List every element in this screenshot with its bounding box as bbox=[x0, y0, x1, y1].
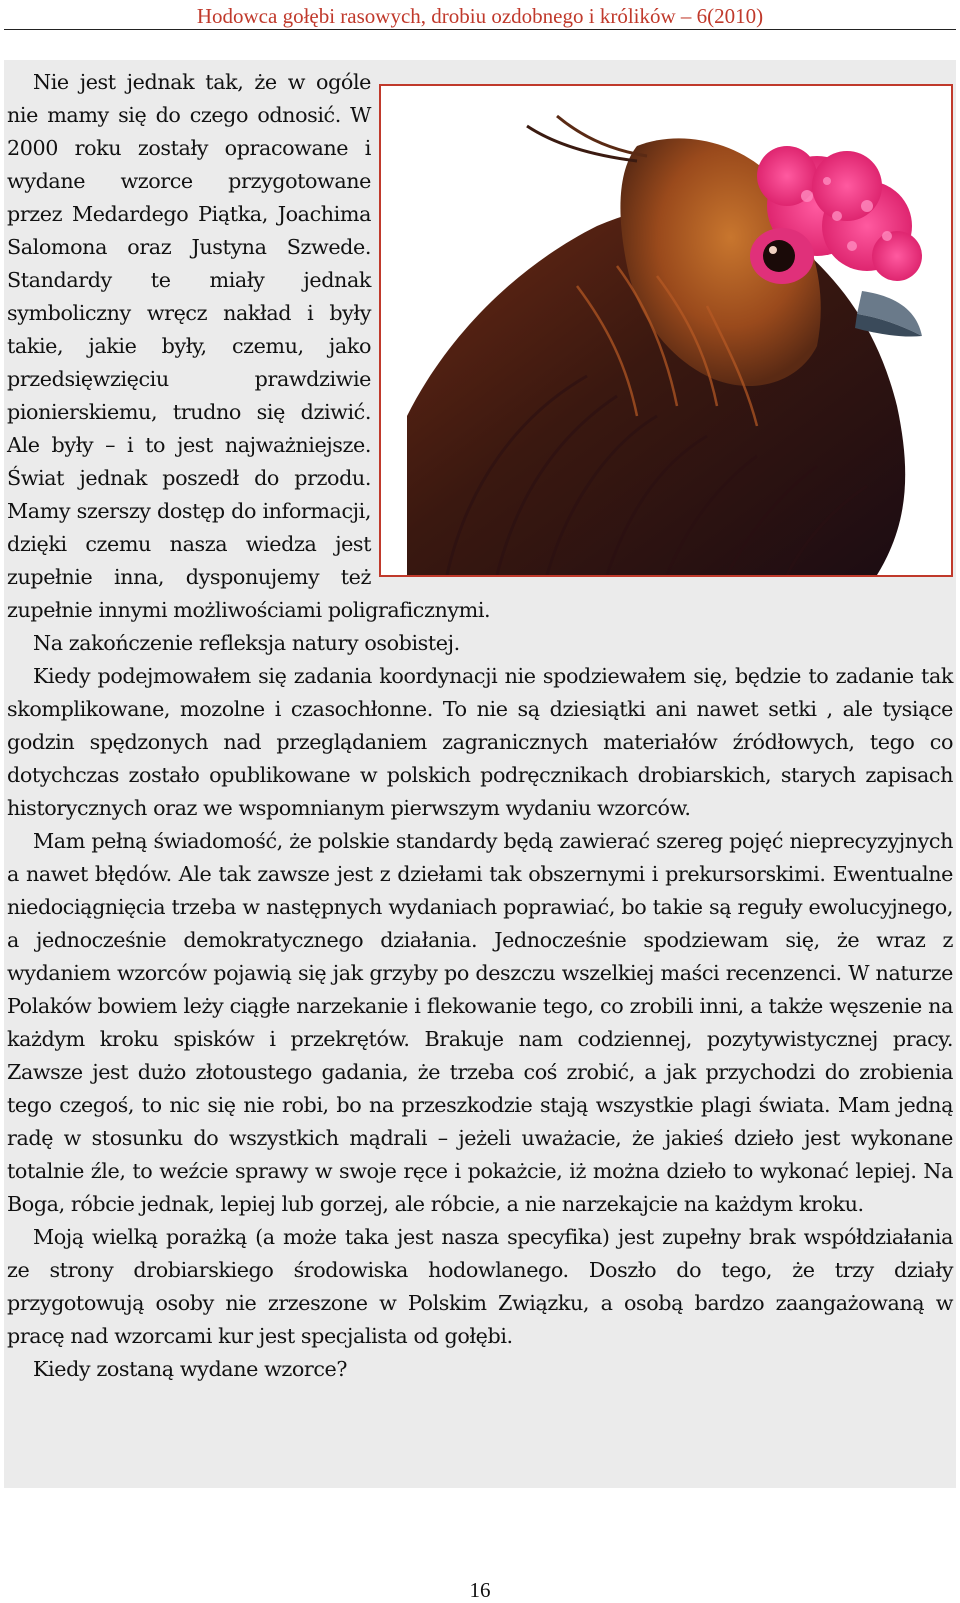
rooster-photo bbox=[371, 66, 953, 567]
article-paragraph: Nie jest jednak tak, że w ogóle nie mamy się do czego odnosić. W 2000 roku zostały opracowane i wydane wzorce przygotowane przez Medardego Piątka, Joachima Salomona oraz Justyna Szwede. Standardy te miały jednak symboliczny wręcz nakład i były takie, jakie były, czemu, jako przedsięwzięciu prawdziwie pionierskiemu, trudno się dziwić. Ale były – i to jest najważniejsze. Świat jednak poszedł do przodu. Mamy szerszy dostęp do informacji, dzięki czemu nasza wiedza jest zupełnie inna, dysponujemy też zupełnie innymi możliwościami poligraficznymi. bbox=[7, 66, 953, 627]
article-paragraph: Mam pełną świadomość, że polskie standardy będą zawierać szereg pojęć nieprecyzyjnych a nawet błędów. Ale tak zawsze jest z dziełami tak obszernymi i prekursorskimi. Ewentualne niedociągnięcia trzeba w następnych wydaniach poprawiać, bo takie są reguły ewolucyjnego, a jednocześnie demokratycznego działania. Jednocześnie spodziewam się, że wraz z wydaniem wzorców pojawią się jak grzyby po deszczu wszelkiej maści recenzenci. W naturze Polaków bowiem leży ciągłe narzekanie i flekowanie tego, co zrobili inni, a także węszenie na każdym kroku spisków i przekrętów. Brakuje nam codziennej, pozytywistycznej pracy. Zawsze jest dużo złotoustego gadania, że trzeba coś zrobić, a jak przychodzi do zrobienia tego czegoś, to nic się nie robi, bo na przeszkodzie stają wszystkie plagi świata. Mam jedną radę w stosunku do wszystkich mądrali – jeżeli uważacie, że jakieś dzieło jest wykonane totalnie źle, to weźcie sprawy w swoje ręce i pokażcie, iż można dzieło to wykonać lepiej. Na Boga, róbcie jednak, lepiej lub gorzej, ale róbcie, a nie narzekajcie na każdym kroku. bbox=[7, 829, 953, 1216]
article-panel bbox=[4, 60, 956, 1488]
article-body bbox=[7, 66, 953, 1386]
photo-frame bbox=[379, 84, 953, 577]
journal-title: Hodowca gołębi rasowych, drobiu ozdobnego i królików – 6(2010) bbox=[196, 4, 764, 28]
article-paragraph: Na zakończenie refleksja natury osobistej. bbox=[33, 631, 460, 655]
header-divider bbox=[4, 29, 956, 30]
article-paragraph: Kiedy podejmowałem się zadania koordynacji nie spodziewałem się, będzie to zadanie tak skomplikowane, mozolne i czasochłonne. To nie są dziesiątki ani nawet setki , ale tysiące godzin spędzonych nad przeglądaniem zagranicznych materiałów źródłowych, tego co dotychczas zostało opublikowane w polskich podręcznikach drobiarskich, starych zapisach historycznych oraz we wspomnianym pierwszym wydaniu wzorców. bbox=[7, 664, 953, 820]
rooster-image bbox=[407, 86, 953, 575]
article-paragraph: Kiedy zostaną wydane wzorce? bbox=[33, 1357, 348, 1381]
page-number: 16 bbox=[469, 1578, 491, 1602]
article-paragraph: Moją wielką porażką (a może taka jest nasza specyfika) jest zupełny brak współdziałania ze strony drobiarskiego środowiska hodowlanego. Doszło do tego, że trzy działy przygotowują osoby nie zrzeszone w Polskim Związku, a osobą bardzo zaangażowaną w pracę nad wzorcami kur jest specjalista od gołębi. bbox=[7, 1225, 953, 1348]
running-header bbox=[0, 0, 960, 34]
